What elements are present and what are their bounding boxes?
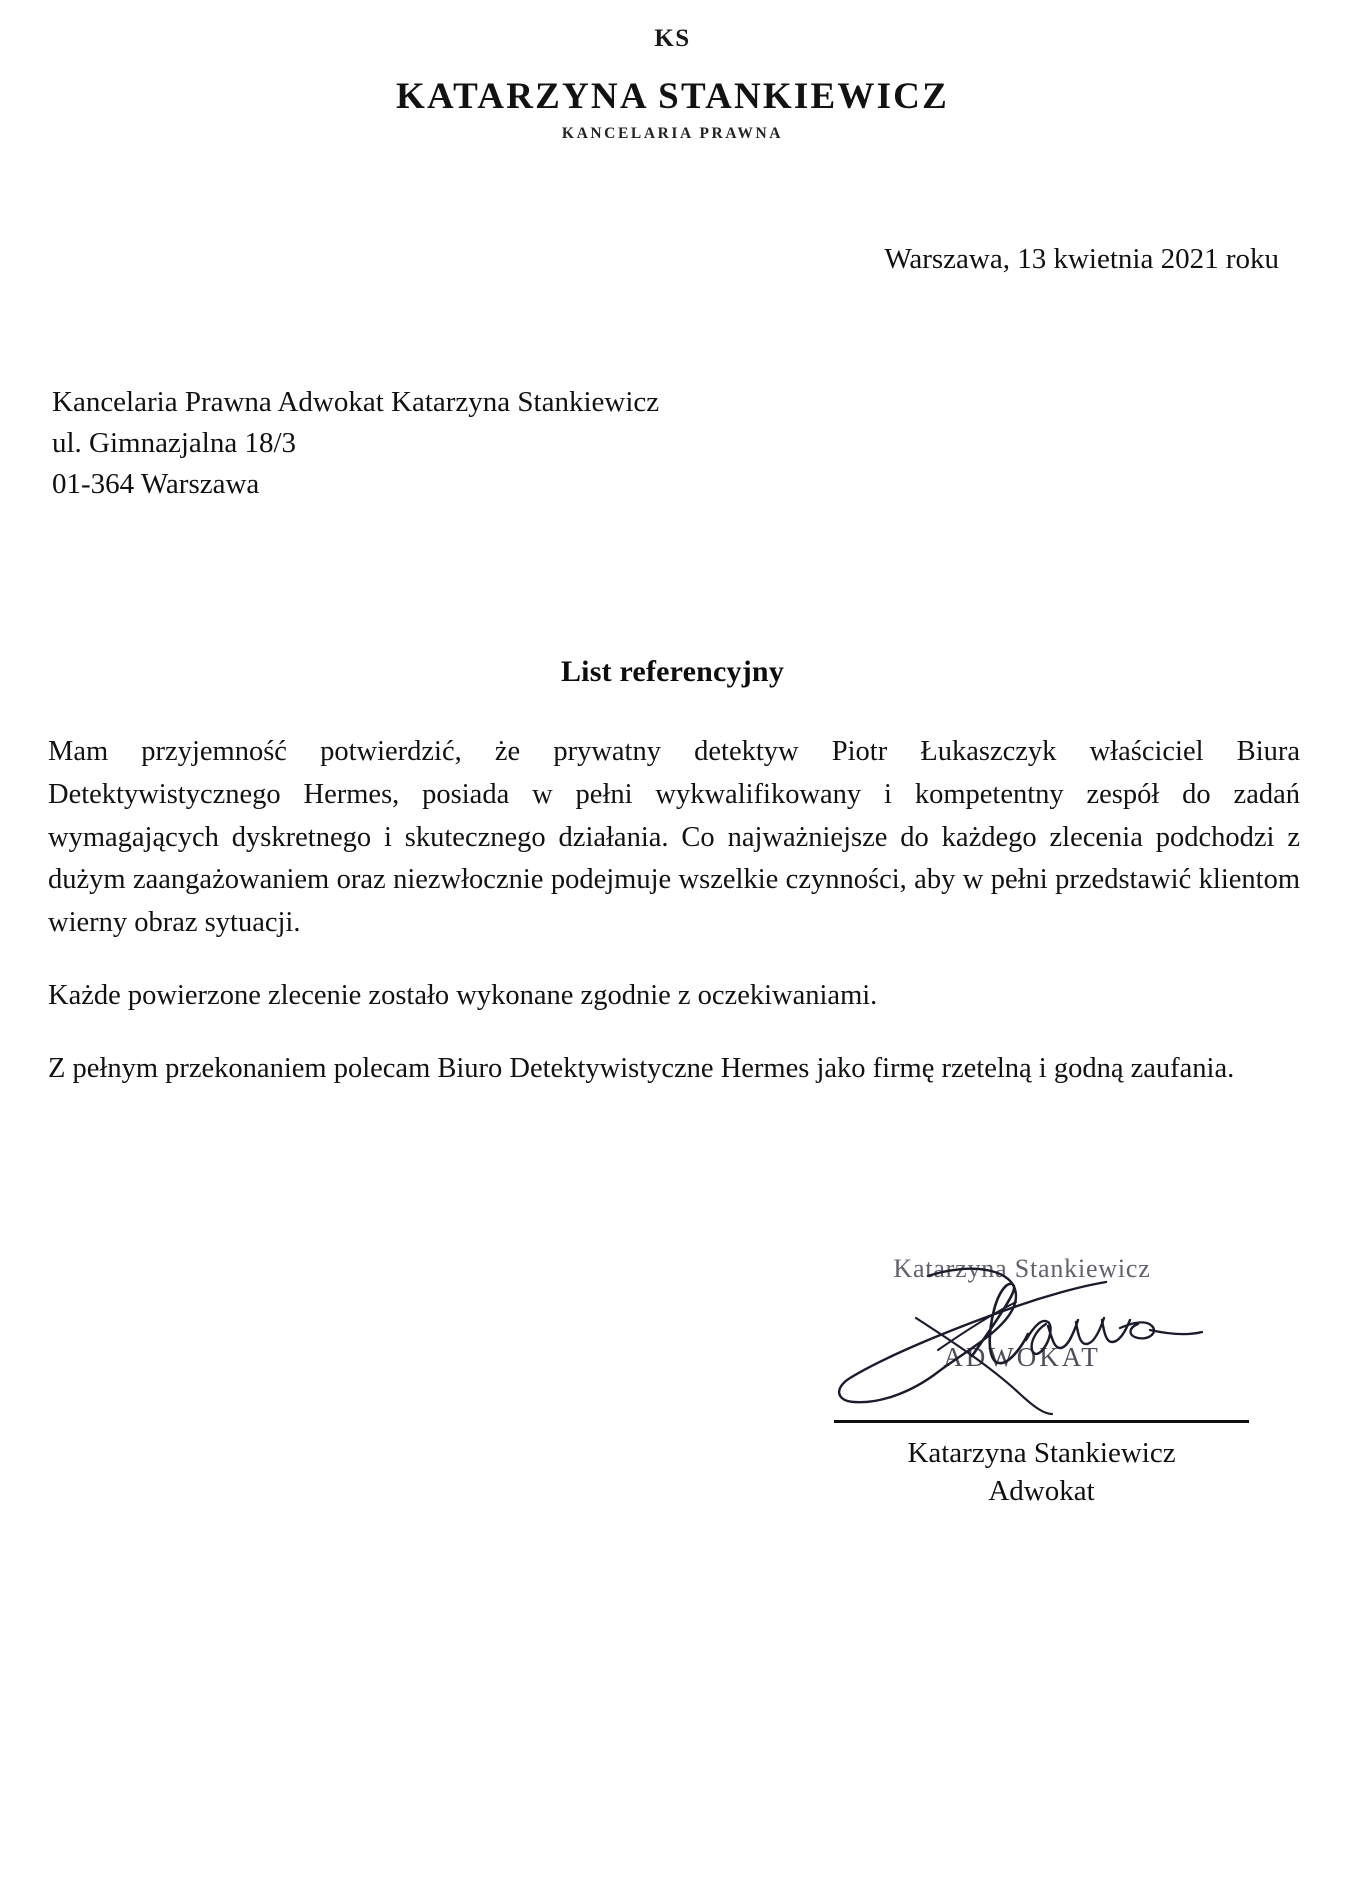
signature-caption (820, 1434, 1263, 1511)
signatory-name: Katarzyna Stankiewicz (907, 1437, 1176, 1469)
address-line-1: Kancelaria Prawna Adwokat Katarzyna Stankiewicz (52, 386, 660, 418)
stamp-name: Katarzyna Stankiewicz (893, 1254, 1151, 1283)
address-line-3: 01-364 Warszawa (52, 468, 260, 501)
body-paragraph-1: Mam przyjemność potwierdzić, że prywatny detektyw Piotr Łukaszczyk właściciel Biura Detektywistycznego Hermes, posiada w pełni wykwalifikowany i kompetentny zespół do zadań wymagających dyskretnego i skutecznego działania. Co najważniejsze do każdego zlecenia podchodzi z dużym zaangażowaniem oraz niezwłocznie podejmuje wszelkie czynności, aby w pełni przedstawić klientom wierny obraz sytuacji. (48, 736, 1300, 938)
signatory-role: Adwokat (988, 1475, 1095, 1508)
body-paragraph-2: Każde powierzone zlecenie zostało wykonane zgodnie z oczekiwaniami. (48, 979, 878, 1011)
stamp-role: ADWOKAT (943, 1342, 1101, 1372)
document-title: List referencyjny (560, 655, 785, 688)
body-paragraph-3: Z pełnym przekonaniem polecam Biuro Detektywistyczne Hermes jako firmę rzetelną i godną zaufania. (48, 1052, 1235, 1084)
sender-address-block (52, 382, 659, 506)
date-line: Warszawa, 13 kwietnia 2021 roku (884, 243, 1279, 275)
signature-rule (834, 1420, 1249, 1423)
signature-block (820, 1238, 1260, 1538)
firm-subtitle: KANCELARIA PRAWNA (561, 125, 784, 142)
firm-name: KATARZYNA STANKIEWICZ (396, 76, 949, 117)
firm-monogram: KS (654, 25, 691, 52)
address-line-2: ul. Gimnazjalna 18/3 (52, 427, 297, 460)
attorney-stamp (842, 1256, 1202, 1371)
document-body (48, 731, 1300, 1090)
letterhead (0, 26, 1345, 142)
